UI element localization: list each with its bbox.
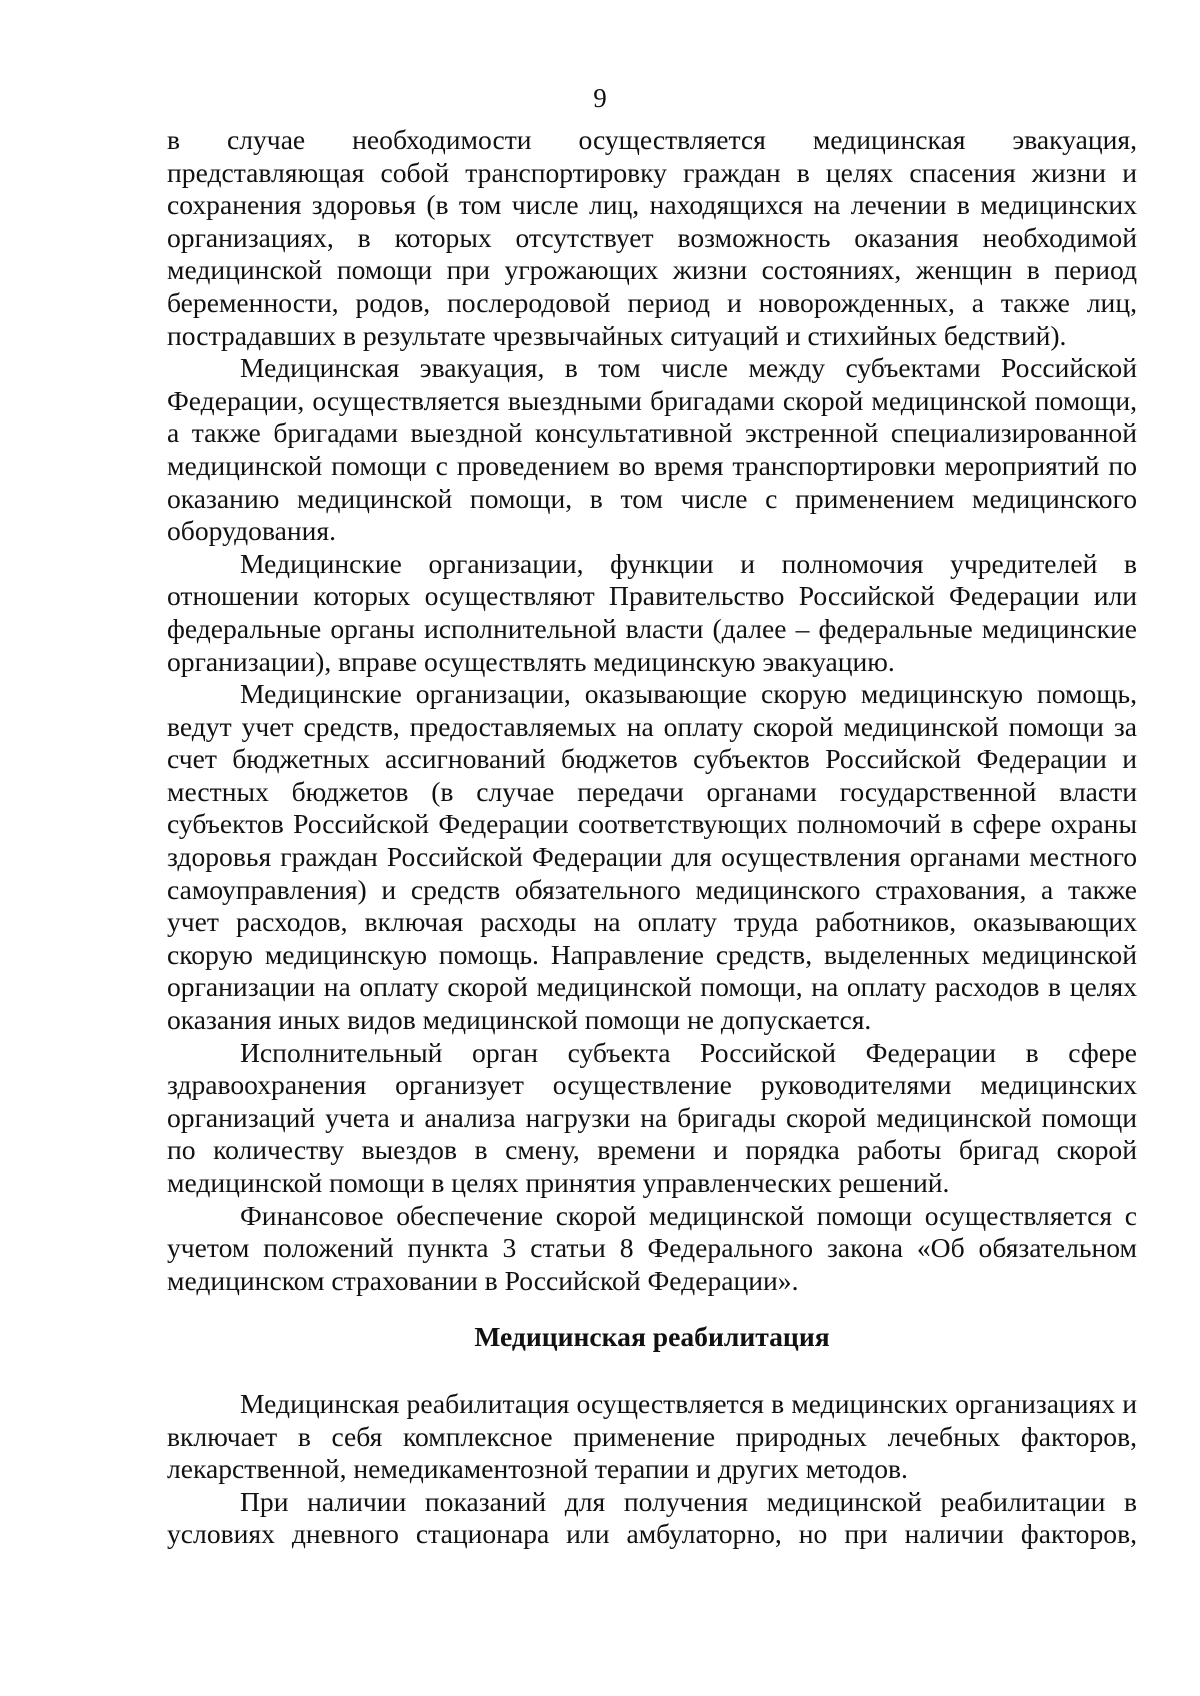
paragraph-evacuation-between-regions: Медицинская эвакуация, в том числе между субъектами Российской Федерации, осуществляется выездными бригадами скорой медицинской помощи, а также бригадами выездной консультативной экстренной специализированной медицинской помощи с проведением во время транспортировки мероприятий по оказанию медицинской помощи, в том числе с применением медицинского оборудования. xyxy=(167,352,1137,547)
document-body xyxy=(167,124,1137,1551)
paragraph-financing: Финансовое обеспечение скорой медицинской помощи осуществляется с учетом положений пункта 3 статьи 8 Федерального закона «Об обязательном медицинском страховании в Российской Федерации». xyxy=(167,1199,1137,1296)
page-number: 9 xyxy=(593,83,607,113)
paragraph-rehabilitation-definition: Медицинская реабилитация осуществляется в медицинских организациях и включает в себя комплексное применение природных лечебных факторов, лекарственной, немедикаментозной терапии и других методов. xyxy=(167,1387,1137,1485)
paragraph-evacuation-continued: в случае необходимости осуществляется медицинская эвакуация, представляющая собой транспортировку граждан в целях спасения жизни и сохранения здоровья (в том числе лиц, находящихся на лечении в медицинских организациях, в которых отсутствует возможность оказания необходимой медицинской помощи при угрожающих жизни состояниях, женщин в период беременности, родов, послеродовой период и новорожденных, а также лиц, пострадавших в результате чрезвычайных ситуаций и стихийных бедствий). xyxy=(167,124,1137,351)
paragraph-workload-analysis: Исполнительный орган субъекта Российской Федерации в сфере здравоохранения организует осуществление руководителями медицинских организаций учета и анализа нагрузки на бригады скорой медицинской помощи по количеству выездов в смену, времени и порядка работы бригад скорой медицинской помощи в целях принятия управленческих решений. xyxy=(167,1036,1137,1198)
paragraph-federal-organizations: Медицинские организации, функции и полномочия учредителей в отношении которых осуществляют Правительство Российской Федерации или федеральные органы исполнительной власти (далее – федеральные медицинские организации), вправе осуществлять медицинскую эвакуацию. xyxy=(167,547,1137,677)
paragraph-funds-accounting: Медицинские организации, оказывающие скорую медицинскую помощь, ведут учет средств, предоставляемых на оплату скорой медицинской помощи за счет бюджетных ассигнований бюджетов субъектов Российской Федерации и местных бюджетов (в случае передачи органами государственной власти субъектов Российской Федерации соответствующих полномочий в сфере охраны здоровья граждан Российской Федерации для осуществления органами местного самоуправления) и средств обязательного медицинского страхования, а также учет расходов, включая расходы на оплату труда работников, оказывающих скорую медицинскую помощь. Направление средств, выделенных медицинской организации на оплату скорой медицинской помощи, на оплату расходов в целях оказания иных видов медицинской помощи не допускается. xyxy=(167,678,1137,1036)
section-heading-rehabilitation: Медицинская реабилитация xyxy=(474,1321,830,1353)
paragraph-rehabilitation-indications: При наличии показаний для получения медицинской реабилитации в условиях дневного стационара или амбулаторно, но при наличии факторов, xyxy=(167,1485,1137,1550)
